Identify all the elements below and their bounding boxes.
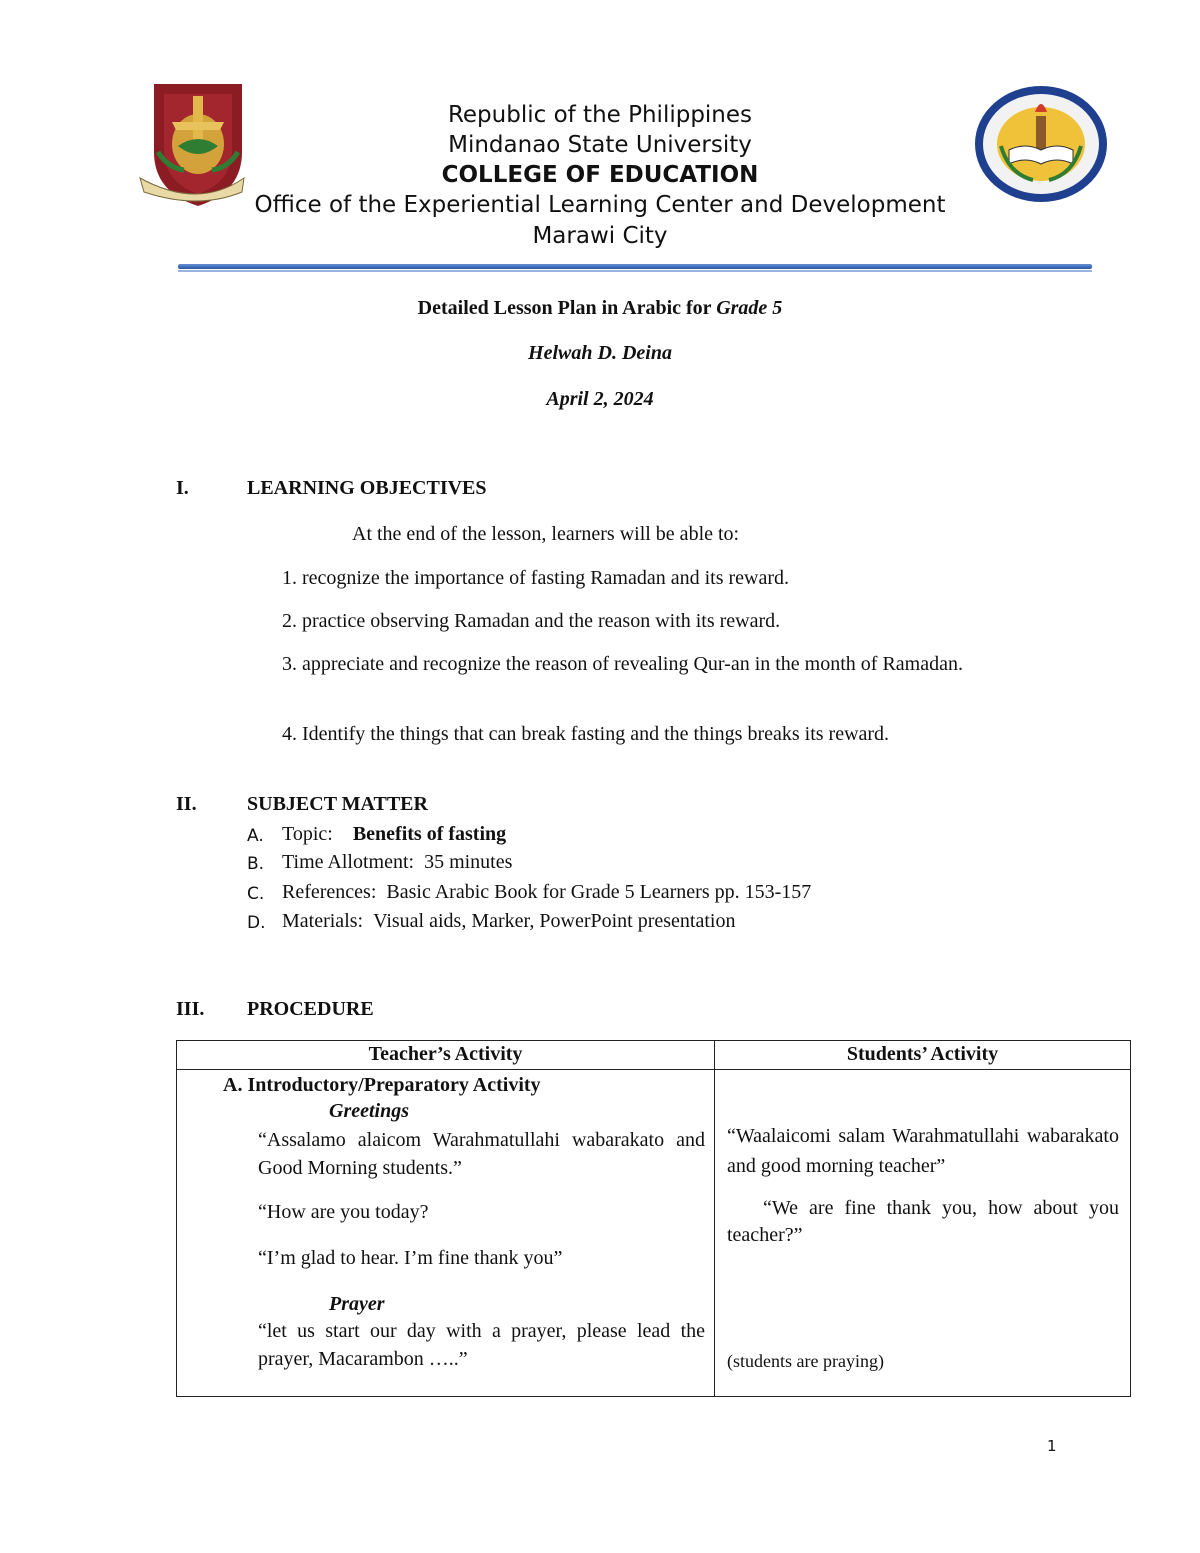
header-college: COLLEGE OF EDUCATION bbox=[441, 162, 759, 188]
teacher-glad: “I’m glad to hear. I’m fine thank you” bbox=[258, 1247, 563, 1269]
section-number-procedure: III. bbox=[176, 998, 205, 1020]
section-heading-subject: SUBJECT MATTER bbox=[247, 793, 428, 815]
subject-item-label: Materials: bbox=[282, 910, 364, 932]
section-heading-objectives: LEARNING OBJECTIVES bbox=[247, 477, 487, 499]
header-office: Office of the Experiential Learning Center and Development bbox=[254, 192, 946, 218]
header-city: Marawi City bbox=[532, 223, 668, 249]
header-republic: Republic of the Philippines bbox=[447, 102, 753, 128]
header-divider-shadow bbox=[178, 270, 1092, 272]
subject-item-letter: A. bbox=[247, 826, 264, 846]
subject-item-label: Time Allotment: bbox=[282, 851, 415, 873]
subject-item bbox=[282, 823, 506, 846]
header-divider bbox=[178, 264, 1092, 269]
objective-item: 2. practice observing Ramadan and the reason with its reward. bbox=[282, 610, 781, 632]
table-column-divider bbox=[714, 1041, 715, 1396]
subject-item-letter: B. bbox=[247, 854, 265, 874]
table-header-divider bbox=[177, 1069, 1130, 1070]
objective-item: 3. appreciate and recognize the reason of revealing Qur-an in the month of Ramadan. bbox=[282, 653, 963, 675]
lesson-plan-title bbox=[0, 297, 1200, 320]
subject-item bbox=[282, 851, 512, 874]
students-fine: “We are fine thank you, how about you teacher?” bbox=[727, 1197, 1119, 1246]
prayer-label: Prayer bbox=[329, 1293, 385, 1315]
lesson-plan-title-text: Detailed Lesson Plan in Arabic for bbox=[417, 297, 717, 319]
author-name: Helwah D. Deina bbox=[528, 342, 672, 364]
subject-item-label: Topic: bbox=[282, 823, 333, 845]
lesson-date: April 2, 2024 bbox=[546, 388, 654, 410]
subject-item-letter: C. bbox=[247, 884, 265, 904]
section-number-objectives: I. bbox=[176, 477, 189, 499]
objective-item: 1. recognize the importance of fasting Ramadan and its reward. bbox=[282, 567, 790, 589]
teacher-how-are-you: “How are you today? bbox=[258, 1201, 429, 1223]
references-value: Basic Arabic Book for Grade 5 Learners pp. 153-157 bbox=[386, 881, 812, 903]
students-greeting: “Waalaicomi salam Warahmatullahi wabarakato and good morning teacher” bbox=[727, 1125, 1119, 1177]
teacher-greeting: “Assalamo alaicom Warahmatullahi wabarakato and Good Morning students.” bbox=[258, 1129, 705, 1179]
teacher-prayer: “let us start our day with a prayer, please lead the prayer, Macarambon …..” bbox=[258, 1320, 705, 1370]
subject-item-letter: D. bbox=[247, 913, 266, 933]
lesson-plan-grade: Grade 5 bbox=[716, 297, 783, 319]
subject-item bbox=[282, 881, 811, 904]
time-allotment-value: 35 minutes bbox=[424, 851, 513, 873]
objectives-intro: At the end of the lesson, learners will be able to: bbox=[352, 523, 740, 545]
subject-item-label: References: bbox=[282, 881, 377, 903]
objective-item: 4. Identify the things that can break fasting and the things breaks its reward. bbox=[282, 723, 890, 745]
students-praying: (students are praying) bbox=[727, 1351, 884, 1371]
procedure-table bbox=[176, 1040, 1131, 1397]
activity-title: A. Introductory/Preparatory Activity bbox=[223, 1074, 541, 1096]
header-university: Mindanao State University bbox=[448, 132, 752, 158]
subject-item bbox=[282, 910, 735, 933]
materials-value: Visual aids, Marker, PowerPoint presentation bbox=[373, 910, 736, 932]
teacher-activity-header: Teacher’s Activity bbox=[368, 1043, 523, 1065]
section-number-subject: II. bbox=[176, 793, 197, 815]
greetings-label: Greetings bbox=[329, 1100, 409, 1122]
section-heading-procedure: PROCEDURE bbox=[247, 998, 374, 1020]
page-number: 1 bbox=[1047, 1437, 1057, 1455]
topic-value: Benefits of fasting bbox=[352, 823, 507, 845]
students-activity-header: Students’ Activity bbox=[846, 1043, 999, 1065]
